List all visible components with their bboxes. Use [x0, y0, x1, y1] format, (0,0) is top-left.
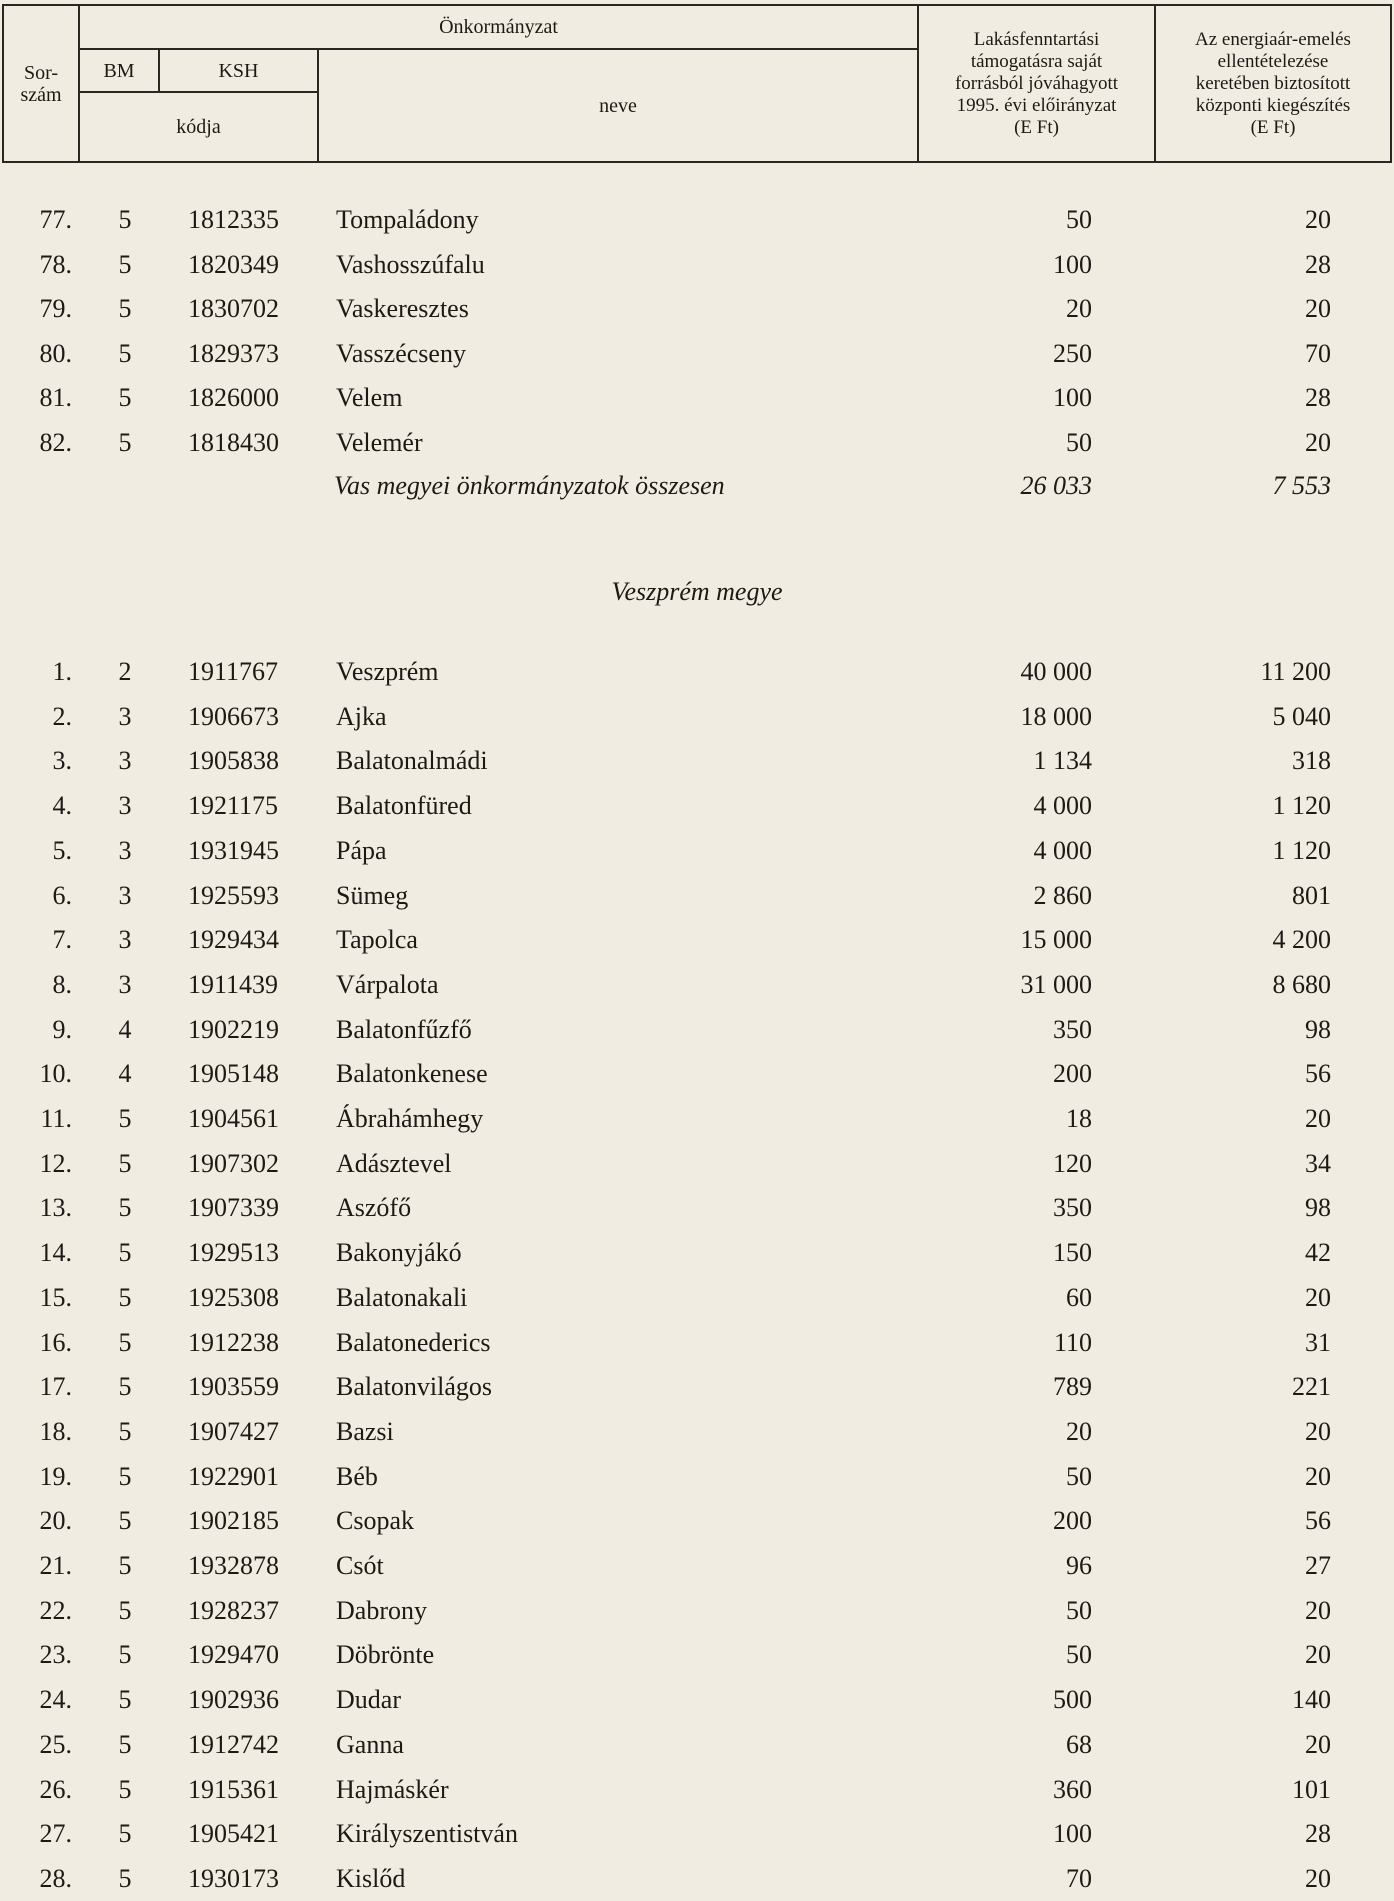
bm-code: 3: [118, 835, 132, 865]
row-number: 23.: [39, 1640, 72, 1670]
row-number: 22.: [39, 1595, 72, 1625]
housing-support-value: 96: [1066, 1551, 1092, 1580]
ksh-code: 1912742: [188, 1729, 279, 1759]
housing-support-value: 4 000: [1033, 791, 1092, 821]
header-sorszam-line2: szám: [20, 83, 62, 106]
ksh-code: 1928237: [188, 1595, 279, 1625]
energy-supplement-value: 20: [1305, 1416, 1331, 1446]
municipality-name: Balatonfűzfő: [336, 1014, 472, 1044]
municipality-name: Adásztevel: [336, 1148, 452, 1178]
row-number: 18.: [39, 1416, 72, 1446]
energy-supplement-value: 20: [1305, 1595, 1331, 1625]
table-row: [0, 1499, 1394, 1543]
housing-support-value: 31 000: [1020, 969, 1092, 999]
ksh-code: 1830702: [188, 294, 279, 324]
municipality-name: Veszprém: [336, 657, 439, 686]
ksh-code: 1826000: [188, 383, 279, 413]
housing-support-value: 120: [1053, 1148, 1092, 1178]
energy-supplement-value: 70: [1305, 338, 1331, 368]
ksh-code: 1902185: [188, 1506, 279, 1536]
header-energiaar-line-1: Az energiaár-emelés: [1195, 28, 1351, 50]
row-number: 17.: [39, 1372, 72, 1402]
ksh-code: 1820349: [188, 249, 279, 279]
bm-code: 5: [118, 1819, 132, 1849]
header-lakasfenntartasi-line-1: Lakásfenntartási: [973, 28, 1100, 50]
table-row: [0, 695, 1394, 739]
ksh-code: 1929513: [188, 1238, 279, 1268]
energy-supplement-value: 221: [1292, 1372, 1331, 1402]
housing-support-value: 789: [1053, 1372, 1092, 1402]
municipality-name: Balatonvilágos: [336, 1372, 492, 1402]
bm-code: 5: [118, 1506, 132, 1536]
ksh-code: 1915361: [188, 1774, 279, 1804]
vas-total-a: 26 033: [1020, 471, 1092, 500]
row-number: 27.: [39, 1819, 72, 1849]
housing-support-value: 50: [1066, 1640, 1092, 1670]
housing-support-value: 110: [1053, 1327, 1092, 1357]
bm-code: 5: [118, 1372, 132, 1402]
housing-support-value: 100: [1053, 1819, 1092, 1849]
header-lakasfenntartasi-line-2: támogatásra saját: [970, 50, 1103, 72]
municipality-name: Balatonkenese: [336, 1059, 488, 1089]
energy-supplement-value: 20: [1305, 1640, 1331, 1670]
energy-supplement-value: 4 200: [1272, 925, 1331, 955]
table-row: [0, 1544, 1394, 1588]
vas-total-b: 7 553: [1272, 471, 1331, 500]
energy-supplement-value: 28: [1305, 249, 1331, 279]
municipality-name: Vasszécseny: [336, 338, 466, 368]
ksh-code: 1925593: [188, 880, 279, 910]
municipality-name: Hajmáskér: [336, 1774, 449, 1804]
row-number: 7.: [52, 925, 72, 955]
header-lakasfenntartasi: [919, 6, 1154, 161]
bm-code: 5: [118, 1774, 132, 1804]
municipality-name: Ábrahámhegy: [336, 1104, 484, 1133]
bm-code: 3: [118, 925, 132, 955]
energy-supplement-value: 27: [1305, 1551, 1331, 1580]
table-row: [0, 1857, 1394, 1901]
row-number: 79.: [39, 294, 72, 324]
ksh-code: 1932878: [188, 1551, 279, 1580]
header-energiaar: [1156, 6, 1390, 161]
municipality-name: Döbrönte: [336, 1640, 435, 1670]
energy-supplement-value: 11 200: [1260, 657, 1331, 686]
municipality-name: Balatonakali: [336, 1282, 468, 1312]
housing-support-value: 20: [1066, 294, 1092, 324]
bm-code: 5: [118, 428, 132, 457]
housing-support-value: 60: [1066, 1282, 1092, 1312]
table-row: [0, 918, 1394, 962]
housing-support-value: 40 000: [1020, 657, 1092, 686]
energy-supplement-value: 20: [1305, 1282, 1331, 1312]
ksh-code: 1929434: [188, 925, 279, 955]
bm-code: 5: [118, 249, 132, 279]
municipality-name: Balatonederics: [336, 1327, 491, 1357]
housing-support-value: 4 000: [1033, 835, 1092, 865]
housing-support-value: 18: [1066, 1104, 1092, 1133]
housing-support-value: 200: [1053, 1506, 1092, 1536]
housing-support-value: 1 134: [1033, 746, 1092, 776]
municipality-name: Királyszentistván: [336, 1819, 518, 1849]
housing-support-value: 350: [1053, 1014, 1092, 1044]
energy-supplement-value: 20: [1305, 205, 1331, 234]
bm-code: 5: [118, 1238, 132, 1268]
ksh-code: 1925308: [188, 1282, 279, 1312]
header-bm: BM: [103, 59, 135, 82]
bm-code: 3: [118, 791, 132, 821]
table-row: [0, 1365, 1394, 1409]
ksh-code: 1907427: [188, 1416, 279, 1446]
ksh-code: 1902936: [188, 1685, 279, 1715]
table-row: [0, 1455, 1394, 1499]
header-sorszam-line1: Sor-: [23, 61, 59, 84]
table-row: [0, 287, 1394, 331]
municipality-name: Ajka: [336, 701, 387, 731]
row-number: 81.: [39, 383, 72, 413]
energy-supplement-value: 5 040: [1272, 701, 1331, 731]
table-row: [0, 1768, 1394, 1812]
table-row: [0, 1410, 1394, 1454]
bm-code: 5: [118, 1416, 132, 1446]
header-lakasfenntartasi-line-5: (E Ft): [1014, 116, 1059, 138]
ksh-code: 1905148: [188, 1059, 279, 1089]
bm-code: 2: [118, 657, 132, 686]
ksh-code: 1902219: [188, 1014, 279, 1044]
table-row: [0, 1097, 1394, 1141]
energy-supplement-value: 140: [1292, 1685, 1331, 1715]
municipality-name: Tompaládony: [336, 205, 479, 234]
bm-code: 5: [118, 1282, 132, 1312]
table-row: [0, 1186, 1394, 1230]
table-row: [0, 243, 1394, 287]
table-row: [0, 198, 1394, 242]
row-number: 20.: [39, 1506, 72, 1536]
bm-code: 5: [118, 1595, 132, 1625]
municipality-name: Balatonfüred: [336, 791, 472, 821]
bm-code: 5: [118, 1729, 132, 1759]
energy-supplement-value: 56: [1305, 1506, 1331, 1536]
housing-support-value: 500: [1053, 1685, 1092, 1715]
row-number: 24.: [39, 1685, 72, 1715]
ksh-code: 1911767: [188, 657, 279, 686]
energy-supplement-value: 318: [1292, 746, 1331, 776]
municipality-name: Csopak: [336, 1506, 414, 1536]
bm-code: 5: [118, 205, 132, 234]
header-energiaar-line-2: ellentételezése: [1217, 50, 1329, 72]
energy-supplement-value: 56: [1305, 1059, 1331, 1089]
housing-support-value: 70: [1066, 1863, 1092, 1893]
ksh-code: 1812335: [188, 205, 279, 234]
energy-supplement-value: 8 680: [1272, 969, 1331, 999]
bm-code: 3: [118, 969, 132, 999]
row-number: 5.: [52, 835, 72, 865]
header-energiaar-line-3: keretében biztosított: [1195, 72, 1351, 94]
row-number: 4.: [52, 791, 72, 821]
ksh-code: 1904561: [188, 1104, 279, 1133]
housing-support-value: 150: [1053, 1238, 1092, 1268]
bm-code: 5: [118, 338, 132, 368]
table-row: [0, 421, 1394, 465]
energy-supplement-value: 101: [1292, 1774, 1331, 1804]
table-row: [0, 1812, 1394, 1856]
housing-support-value: 20: [1066, 1416, 1092, 1446]
bm-code: 3: [118, 701, 132, 731]
row-number: 3.: [52, 746, 72, 776]
table-row: [0, 1231, 1394, 1275]
housing-support-value: 50: [1066, 428, 1092, 457]
table-row: [0, 1589, 1394, 1633]
header-ksh: KSH: [218, 59, 259, 82]
housing-support-value: 50: [1066, 205, 1092, 234]
municipality-name: Várpalota: [336, 969, 439, 999]
energy-supplement-value: 31: [1305, 1327, 1331, 1357]
ksh-code: 1929470: [188, 1640, 279, 1670]
table-row: [0, 1142, 1394, 1186]
bm-code: 5: [118, 1461, 132, 1491]
row-number: 25.: [39, 1729, 72, 1759]
row-number: 26.: [39, 1774, 72, 1804]
municipality-name: Aszófő: [336, 1193, 412, 1223]
table-row: [0, 1321, 1394, 1365]
energy-supplement-value: 20: [1305, 1863, 1331, 1893]
housing-support-value: 15 000: [1020, 925, 1092, 955]
ksh-code: 1905421: [188, 1819, 279, 1849]
table-row: [0, 332, 1394, 376]
row-number: 10.: [39, 1059, 72, 1089]
bm-code: 4: [118, 1059, 132, 1089]
municipality-name: Sümeg: [336, 880, 409, 910]
municipality-name: Dudar: [336, 1685, 401, 1715]
table-row: [0, 650, 1394, 694]
table-row: [0, 1276, 1394, 1320]
municipality-name: Vashosszúfalu: [336, 249, 485, 279]
energy-supplement-value: 34: [1305, 1148, 1331, 1178]
row-number: 12.: [39, 1148, 72, 1178]
housing-support-value: 2 860: [1033, 880, 1092, 910]
row-number: 13.: [39, 1193, 72, 1223]
vas-total-row: [0, 464, 1394, 508]
housing-support-value: 350: [1053, 1193, 1092, 1223]
row-number: 78.: [39, 249, 72, 279]
municipality-name: Velemér: [336, 428, 423, 457]
section-title: Veszprém megye: [611, 577, 783, 606]
municipality-name: Ganna: [336, 1729, 404, 1759]
vas-total-label: Vas megyei önkormányzatok összesen: [334, 471, 725, 500]
ksh-code: 1912238: [188, 1327, 279, 1357]
energy-supplement-value: 98: [1305, 1014, 1331, 1044]
bm-code: 5: [118, 1551, 132, 1580]
housing-support-value: 50: [1066, 1595, 1092, 1625]
row-number: 82.: [39, 428, 72, 457]
ksh-code: 1906673: [188, 701, 279, 731]
housing-support-value: 50: [1066, 1461, 1092, 1491]
table-header: [0, 4, 1394, 164]
table-row: [0, 874, 1394, 918]
row-number: 8.: [52, 969, 72, 999]
energy-supplement-value: 28: [1305, 383, 1331, 413]
row-number: 9.: [52, 1014, 72, 1044]
table-row: [0, 829, 1394, 873]
row-number: 19.: [39, 1461, 72, 1491]
bm-code: 3: [118, 746, 132, 776]
energy-supplement-value: 20: [1305, 1461, 1331, 1491]
housing-support-value: 100: [1053, 383, 1092, 413]
municipality-name: Béb: [336, 1461, 378, 1491]
header-kodja: kódja: [176, 116, 221, 138]
energy-supplement-value: 28: [1305, 1819, 1331, 1849]
table-row: [0, 784, 1394, 828]
housing-support-value: 18 000: [1020, 701, 1092, 731]
ksh-code: 1922901: [188, 1461, 279, 1491]
ksh-code: 1829373: [188, 338, 279, 368]
energy-supplement-value: 801: [1292, 880, 1331, 910]
ksh-code: 1921175: [188, 791, 279, 821]
table-row: [0, 1052, 1394, 1096]
bm-code: 5: [118, 1193, 132, 1223]
row-number: 14.: [39, 1238, 72, 1268]
municipality-name: Bakonyjákó: [336, 1238, 462, 1268]
energy-supplement-value: 42: [1305, 1238, 1331, 1268]
energy-supplement-value: 1 120: [1272, 791, 1331, 821]
municipality-name: Dabrony: [336, 1595, 427, 1625]
table-row: [0, 1633, 1394, 1677]
header-neve: neve: [599, 94, 637, 117]
energy-supplement-value: 20: [1305, 1729, 1331, 1759]
row-number: 1.: [52, 657, 72, 686]
municipality-name: Bazsi: [336, 1416, 394, 1446]
housing-support-value: 360: [1053, 1774, 1092, 1804]
energy-supplement-value: 20: [1305, 1104, 1331, 1133]
ksh-code: 1907302: [188, 1148, 279, 1178]
header-sorszam: [4, 6, 78, 161]
bm-code: 5: [118, 294, 132, 324]
ksh-code: 1905838: [188, 746, 279, 776]
row-number: 80.: [39, 338, 72, 368]
bm-code: 5: [118, 1640, 132, 1670]
municipality-name: Tapolca: [336, 925, 418, 955]
header-lakasfenntartasi-line-3: forrásból jóváhagyott: [954, 72, 1119, 94]
row-number: 11.: [40, 1104, 72, 1133]
row-number: 16.: [39, 1327, 72, 1357]
energy-supplement-value: 98: [1305, 1193, 1331, 1223]
municipality-name: Csót: [336, 1551, 384, 1580]
bm-code: 5: [118, 1148, 132, 1178]
table-row: [0, 1723, 1394, 1767]
housing-support-value: 100: [1053, 249, 1092, 279]
row-number: 28.: [39, 1863, 72, 1893]
municipality-name: Vaskeresztes: [336, 294, 469, 324]
housing-support-value: 200: [1053, 1059, 1092, 1089]
header-energiaar-line-5: (E Ft): [1250, 116, 1296, 138]
ksh-code: 1818430: [188, 428, 279, 457]
row-number: 2.: [52, 701, 72, 731]
table-row: [0, 739, 1394, 783]
row-number: 15.: [39, 1282, 72, 1312]
municipality-name: Kislőd: [336, 1863, 406, 1893]
header-energiaar-line-4: központi kiegészítés: [1195, 94, 1351, 116]
table-row: [0, 1008, 1394, 1052]
municipality-name: Velem: [336, 383, 403, 413]
ksh-code: 1911439: [188, 969, 279, 999]
ksh-code: 1903559: [188, 1372, 279, 1402]
table-row: [0, 1678, 1394, 1722]
bm-code: 5: [118, 1685, 132, 1715]
energy-supplement-value: 20: [1305, 294, 1331, 324]
header-onkormanyzat: Önkormányzat: [439, 16, 558, 38]
energy-supplement-value: 20: [1305, 428, 1331, 457]
housing-support-value: 68: [1066, 1729, 1092, 1759]
header-lakasfenntartasi-line-4: 1995. évi előirányzat: [956, 94, 1117, 116]
municipality-name: Pápa: [336, 835, 387, 865]
housing-support-value: 250: [1053, 338, 1092, 368]
table-row: [0, 376, 1394, 420]
bm-code: 4: [118, 1014, 132, 1044]
row-number: 77.: [39, 205, 72, 234]
ksh-code: 1907339: [188, 1193, 279, 1223]
municipality-name: Balatonalmádi: [336, 746, 488, 776]
table-row: [0, 963, 1394, 1007]
bm-code: 5: [118, 383, 132, 413]
row-number: 21.: [39, 1551, 72, 1580]
ksh-code: 1930173: [188, 1863, 279, 1893]
bm-code: 3: [118, 880, 132, 910]
bm-code: 5: [118, 1104, 132, 1133]
energy-supplement-value: 1 120: [1272, 835, 1331, 865]
row-number: 6.: [52, 880, 72, 910]
bm-code: 5: [118, 1863, 132, 1893]
bm-code: 5: [118, 1327, 132, 1357]
ksh-code: 1931945: [188, 835, 279, 865]
